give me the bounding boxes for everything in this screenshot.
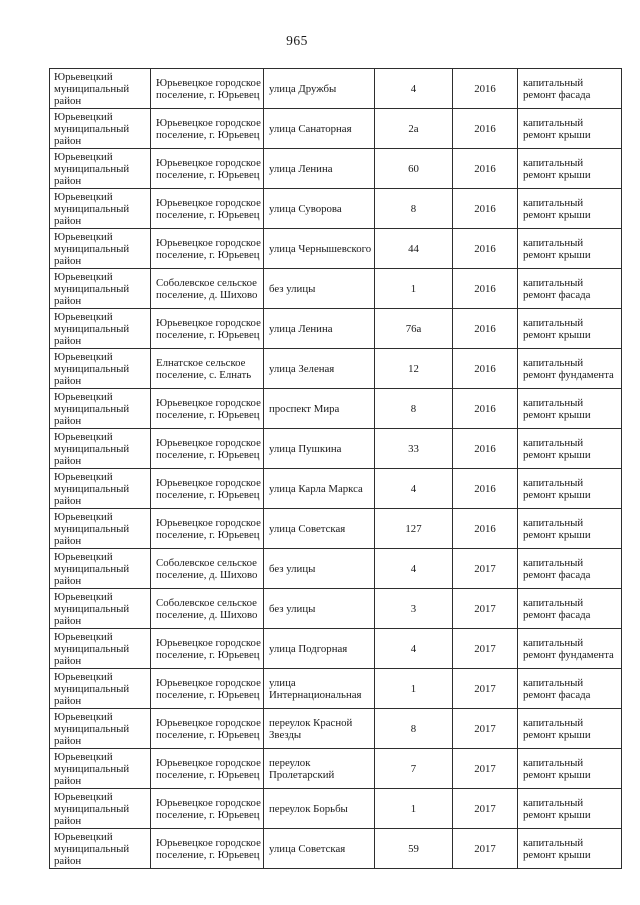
cell-street: улица Зеленая (264, 349, 375, 389)
table-row (50, 589, 622, 629)
cell-house-number: 7 (375, 749, 453, 789)
cell-street: улица Ленина (264, 149, 375, 189)
cell-district: Юрьевецкий муниципальный район (50, 509, 151, 549)
cell-work-type: капитальный ремонт фасада (518, 549, 622, 589)
cell-district: Юрьевецкий муниципальный район (50, 709, 151, 749)
cell-house-number: 8 (375, 189, 453, 229)
cell-year: 2017 (453, 669, 518, 709)
cell-year: 2016 (453, 69, 518, 109)
cell-street: улица Интернациональная (264, 669, 375, 709)
cell-district: Юрьевецкий муниципальный район (50, 189, 151, 229)
cell-street: улица Советская (264, 829, 375, 869)
cell-house-number: 3 (375, 589, 453, 629)
cell-house-number: 76а (375, 309, 453, 349)
cell-settlement: Соболевское сельское поселение, д. Шихово (151, 549, 264, 589)
cell-street: проспект Мира (264, 389, 375, 429)
page-number: 965 (286, 33, 308, 48)
table-row (50, 629, 622, 669)
cell-house-number: 44 (375, 229, 453, 269)
cell-settlement: Юрьевецкое городское поселение, г. Юрьевец (151, 709, 264, 749)
cell-year: 2016 (453, 349, 518, 389)
cell-settlement: Юрьевецкое городское поселение, г. Юрьевец (151, 69, 264, 109)
table-row (50, 149, 622, 189)
cell-street: улица Карла Маркса (264, 469, 375, 509)
cell-year: 2016 (453, 229, 518, 269)
cell-year: 2017 (453, 709, 518, 749)
cell-street: улица Подгорная (264, 629, 375, 669)
cell-work-type: капитальный ремонт крыши (518, 709, 622, 749)
cell-house-number: 1 (375, 669, 453, 709)
cell-house-number: 59 (375, 829, 453, 869)
cell-year: 2016 (453, 109, 518, 149)
cell-year: 2017 (453, 629, 518, 669)
cell-district: Юрьевецкий муниципальный район (50, 549, 151, 589)
cell-district: Юрьевецкий муниципальный район (50, 269, 151, 309)
table-row (50, 829, 622, 869)
cell-district: Юрьевецкий муниципальный район (50, 829, 151, 869)
cell-district: Юрьевецкий муниципальный район (50, 589, 151, 629)
cell-street: улица Чернышевского (264, 229, 375, 269)
table-row (50, 429, 622, 469)
cell-house-number: 12 (375, 349, 453, 389)
cell-street: без улицы (264, 269, 375, 309)
cell-house-number: 1 (375, 269, 453, 309)
cell-year: 2017 (453, 749, 518, 789)
cell-year: 2016 (453, 309, 518, 349)
cell-district: Юрьевецкий муниципальный район (50, 349, 151, 389)
table-row (50, 189, 622, 229)
cell-district: Юрьевецкий муниципальный район (50, 109, 151, 149)
cell-settlement: Юрьевецкое городское поселение, г. Юрьевец (151, 429, 264, 469)
cell-district: Юрьевецкий муниципальный район (50, 429, 151, 469)
cell-settlement: Юрьевецкое городское поселение, г. Юрьевец (151, 829, 264, 869)
cell-settlement: Юрьевецкое городское поселение, г. Юрьевец (151, 469, 264, 509)
table-row (50, 269, 622, 309)
cell-work-type: капитальный ремонт крыши (518, 829, 622, 869)
cell-year: 2016 (453, 429, 518, 469)
cell-settlement: Юрьевецкое городское поселение, г. Юрьевец (151, 229, 264, 269)
table-row (50, 709, 622, 749)
cell-year: 2016 (453, 469, 518, 509)
table-row (50, 469, 622, 509)
cell-settlement: Юрьевецкое городское поселение, г. Юрьевец (151, 509, 264, 549)
cell-year: 2016 (453, 509, 518, 549)
cell-settlement: Юрьевецкое городское поселение, г. Юрьевец (151, 149, 264, 189)
cell-settlement: Елнатское сельское поселение, с. Елнать (151, 349, 264, 389)
cell-settlement: Юрьевецкое городское поселение, г. Юрьевец (151, 629, 264, 669)
cell-work-type: капитальный ремонт крыши (518, 109, 622, 149)
cell-work-type: капитальный ремонт фасада (518, 69, 622, 109)
cell-work-type: капитальный ремонт крыши (518, 389, 622, 429)
table-row (50, 229, 622, 269)
table-row (50, 349, 622, 389)
cell-work-type: капитальный ремонт крыши (518, 149, 622, 189)
cell-year: 2016 (453, 149, 518, 189)
cell-year: 2017 (453, 549, 518, 589)
cell-street: улица Суворова (264, 189, 375, 229)
cell-year: 2016 (453, 389, 518, 429)
table-row (50, 749, 622, 789)
cell-district: Юрьевецкий муниципальный район (50, 149, 151, 189)
cell-street: улица Дружбы (264, 69, 375, 109)
cell-work-type: капитальный ремонт фасада (518, 269, 622, 309)
cell-work-type: капитальный ремонт крыши (518, 229, 622, 269)
cell-district: Юрьевецкий муниципальный район (50, 629, 151, 669)
cell-district: Юрьевецкий муниципальный район (50, 309, 151, 349)
cell-district: Юрьевецкий муниципальный район (50, 389, 151, 429)
table-row (50, 549, 622, 589)
cell-work-type: капитальный ремонт фасада (518, 669, 622, 709)
capital-repairs-table (49, 68, 622, 869)
cell-district: Юрьевецкий муниципальный район (50, 749, 151, 789)
cell-district: Юрьевецкий муниципальный район (50, 789, 151, 829)
cell-work-type: капитальный ремонт крыши (518, 749, 622, 789)
cell-street: переулок Борьбы (264, 789, 375, 829)
cell-year: 2017 (453, 589, 518, 629)
cell-street: переулок Пролетарский (264, 749, 375, 789)
table-row (50, 509, 622, 549)
table-row (50, 789, 622, 829)
cell-house-number: 4 (375, 469, 453, 509)
cell-year: 2016 (453, 269, 518, 309)
cell-house-number: 60 (375, 149, 453, 189)
cell-work-type: капитальный ремонт крыши (518, 189, 622, 229)
cell-house-number: 33 (375, 429, 453, 469)
cell-district: Юрьевецкий муниципальный район (50, 229, 151, 269)
cell-work-type: капитальный ремонт крыши (518, 789, 622, 829)
cell-house-number: 127 (375, 509, 453, 549)
cell-house-number: 8 (375, 389, 453, 429)
cell-house-number: 4 (375, 629, 453, 669)
cell-street: улица Советская (264, 509, 375, 549)
cell-house-number: 1 (375, 789, 453, 829)
cell-street: без улицы (264, 589, 375, 629)
cell-house-number: 4 (375, 69, 453, 109)
cell-settlement: Юрьевецкое городское поселение, г. Юрьевец (151, 309, 264, 349)
cell-work-type: капитальный ремонт фундамента (518, 629, 622, 669)
cell-settlement: Юрьевецкое городское поселение, г. Юрьевец (151, 189, 264, 229)
cell-year: 2017 (453, 829, 518, 869)
cell-work-type: капитальный ремонт крыши (518, 509, 622, 549)
cell-house-number: 4 (375, 549, 453, 589)
cell-street: улица Ленина (264, 309, 375, 349)
repairs-table-body (50, 69, 622, 869)
cell-street: переулок Красной Звезды (264, 709, 375, 749)
table-row (50, 69, 622, 109)
cell-work-type: капитальный ремонт крыши (518, 469, 622, 509)
table-row (50, 669, 622, 709)
cell-year: 2017 (453, 789, 518, 829)
table-row (50, 309, 622, 349)
cell-settlement: Юрьевецкое городское поселение, г. Юрьевец (151, 389, 264, 429)
cell-settlement: Юрьевецкое городское поселение, г. Юрьевец (151, 749, 264, 789)
table-row (50, 389, 622, 429)
cell-settlement: Соболевское сельское поселение, д. Шихово (151, 269, 264, 309)
cell-year: 2016 (453, 189, 518, 229)
cell-settlement: Соболевское сельское поселение, д. Шихово (151, 589, 264, 629)
table-row (50, 109, 622, 149)
cell-house-number: 8 (375, 709, 453, 749)
cell-district: Юрьевецкий муниципальный район (50, 469, 151, 509)
cell-street: улица Санаторная (264, 109, 375, 149)
cell-district: Юрьевецкий муниципальный район (50, 69, 151, 109)
cell-settlement: Юрьевецкое городское поселение, г. Юрьевец (151, 789, 264, 829)
cell-settlement: Юрьевецкое городское поселение, г. Юрьевец (151, 669, 264, 709)
cell-district: Юрьевецкий муниципальный район (50, 669, 151, 709)
cell-work-type: капитальный ремонт фасада (518, 589, 622, 629)
cell-work-type: капитальный ремонт фундамента (518, 349, 622, 389)
cell-street: улица Пушкина (264, 429, 375, 469)
cell-work-type: капитальный ремонт крыши (518, 429, 622, 469)
cell-work-type: капитальный ремонт крыши (518, 309, 622, 349)
cell-house-number: 2а (375, 109, 453, 149)
cell-settlement: Юрьевецкое городское поселение, г. Юрьевец (151, 109, 264, 149)
cell-street: без улицы (264, 549, 375, 589)
